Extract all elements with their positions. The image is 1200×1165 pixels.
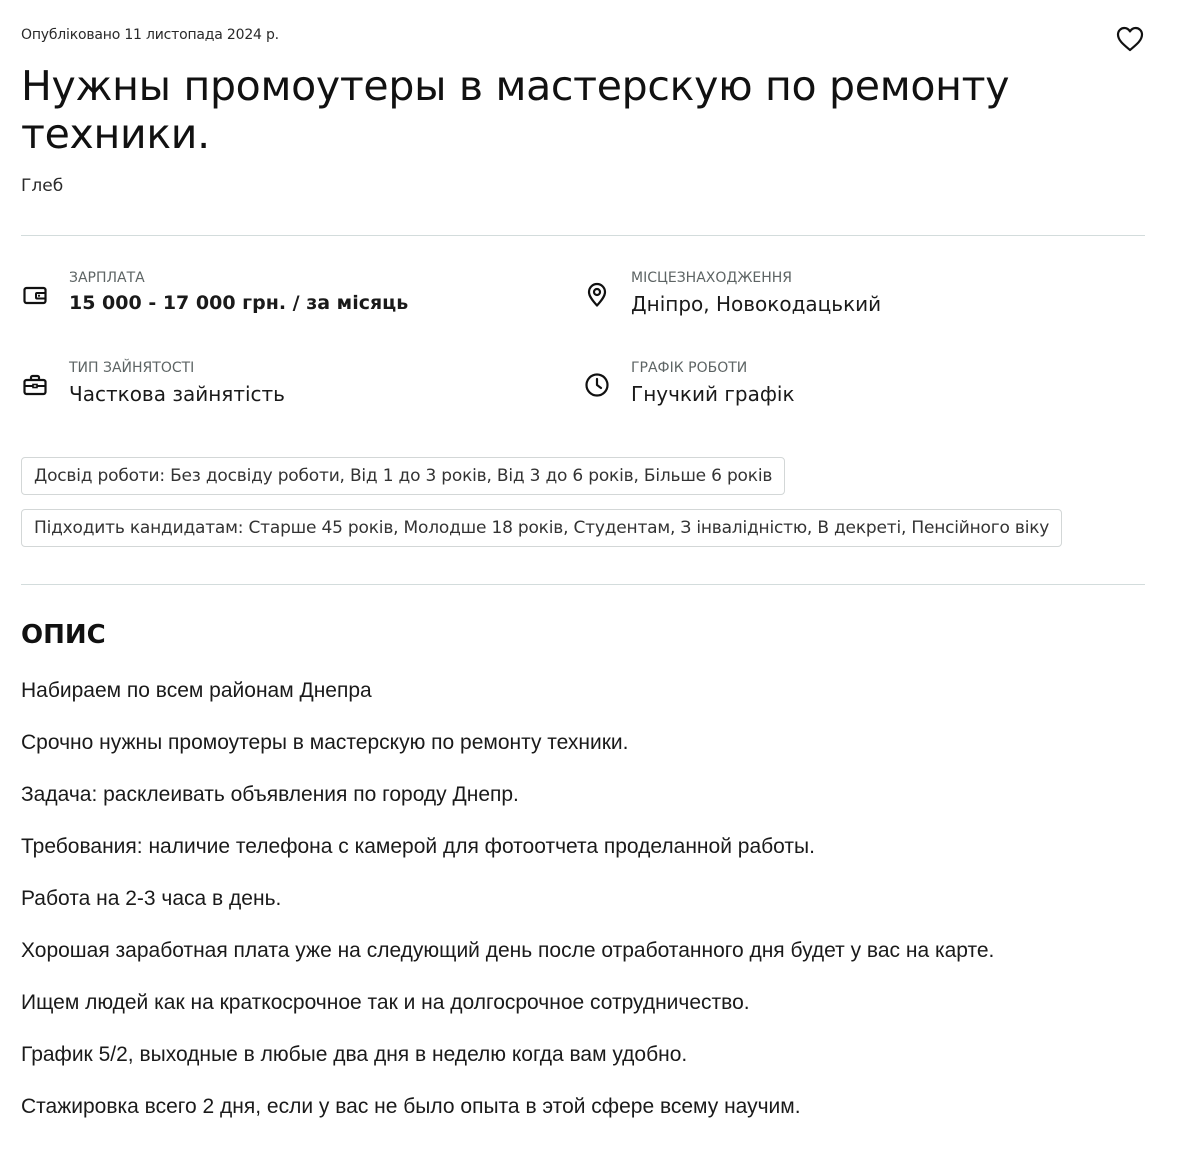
author-name: Глеб [21, 176, 64, 196]
salary-label: ЗАРПЛАТА [69, 270, 145, 286]
schedule-value: Гнучкий графік [631, 382, 795, 406]
location-value: Дніпро, Новокодацький [631, 292, 882, 316]
heart-outline-icon [1116, 26, 1144, 56]
description-line: Срочно нужны промоутеры в мастерскую по ремонту техники. [21, 731, 629, 754]
description-line: Задача: расклеивать объявления по городу Днепр. [21, 783, 519, 806]
employment-value: Часткова зайнятість [69, 382, 285, 406]
favorite-button[interactable] [1115, 26, 1145, 56]
location-label: МІСЦЕЗНАХОДЖЕННЯ [631, 270, 793, 286]
tag-experience: Досвід роботи: Без досвіду роботи, Від 1 до 3 років, Від 3 до 6 років, Більше 6 років [21, 457, 785, 495]
description-line: Требования: наличие телефона с камерой для фотоотчета проделанной работы. [21, 835, 815, 858]
employment-label: ТИП ЗАЙНЯТОСТІ [69, 360, 195, 376]
description-line: Стажировка всего 2 дня, если у вас не было опыта в этой сфере всему научим. [21, 1095, 801, 1118]
description-line: График 5/2, выходные в любые два дня в неделю когда вам удобно. [21, 1043, 688, 1066]
clock-icon [583, 371, 611, 399]
description-line: Набираем по всем районам Днепра [21, 679, 372, 702]
salary-value: 15 000 - 17 000 грн. / за місяць [69, 292, 409, 314]
detail-schedule [583, 360, 1123, 420]
wallet-icon [21, 281, 49, 309]
detail-location [583, 270, 1123, 330]
description-line: Хорошая заработная плата уже на следующий день после отработанного дня будет у вас на карте. [21, 939, 995, 962]
map-pin-icon [583, 281, 611, 309]
description-line: Ищем людей как на краткосрочное так и на долгосрочное сотрудничество. [21, 991, 750, 1014]
schedule-label: ГРАФІК РОБОТИ [631, 360, 748, 376]
detail-salary [21, 270, 561, 330]
description-line: Работа на 2-3 часа в день. [21, 887, 282, 910]
published-date: Опубліковано 11 листопада 2024 р. [21, 27, 279, 43]
briefcase-icon [21, 371, 49, 399]
tag-suitable-candidates: Підходить кандидатам: Старше 45 років, Молодше 18 років, Студентам, З інвалідністю, В декреті, Пенсійного віку [21, 509, 1062, 547]
description-title: ОПИС [21, 620, 106, 650]
divider [21, 235, 1145, 236]
detail-employment-type [21, 360, 561, 420]
divider [21, 584, 1145, 585]
page-title: Нужны промоутеры в мастерскую по ремонту техники. [21, 62, 1010, 158]
